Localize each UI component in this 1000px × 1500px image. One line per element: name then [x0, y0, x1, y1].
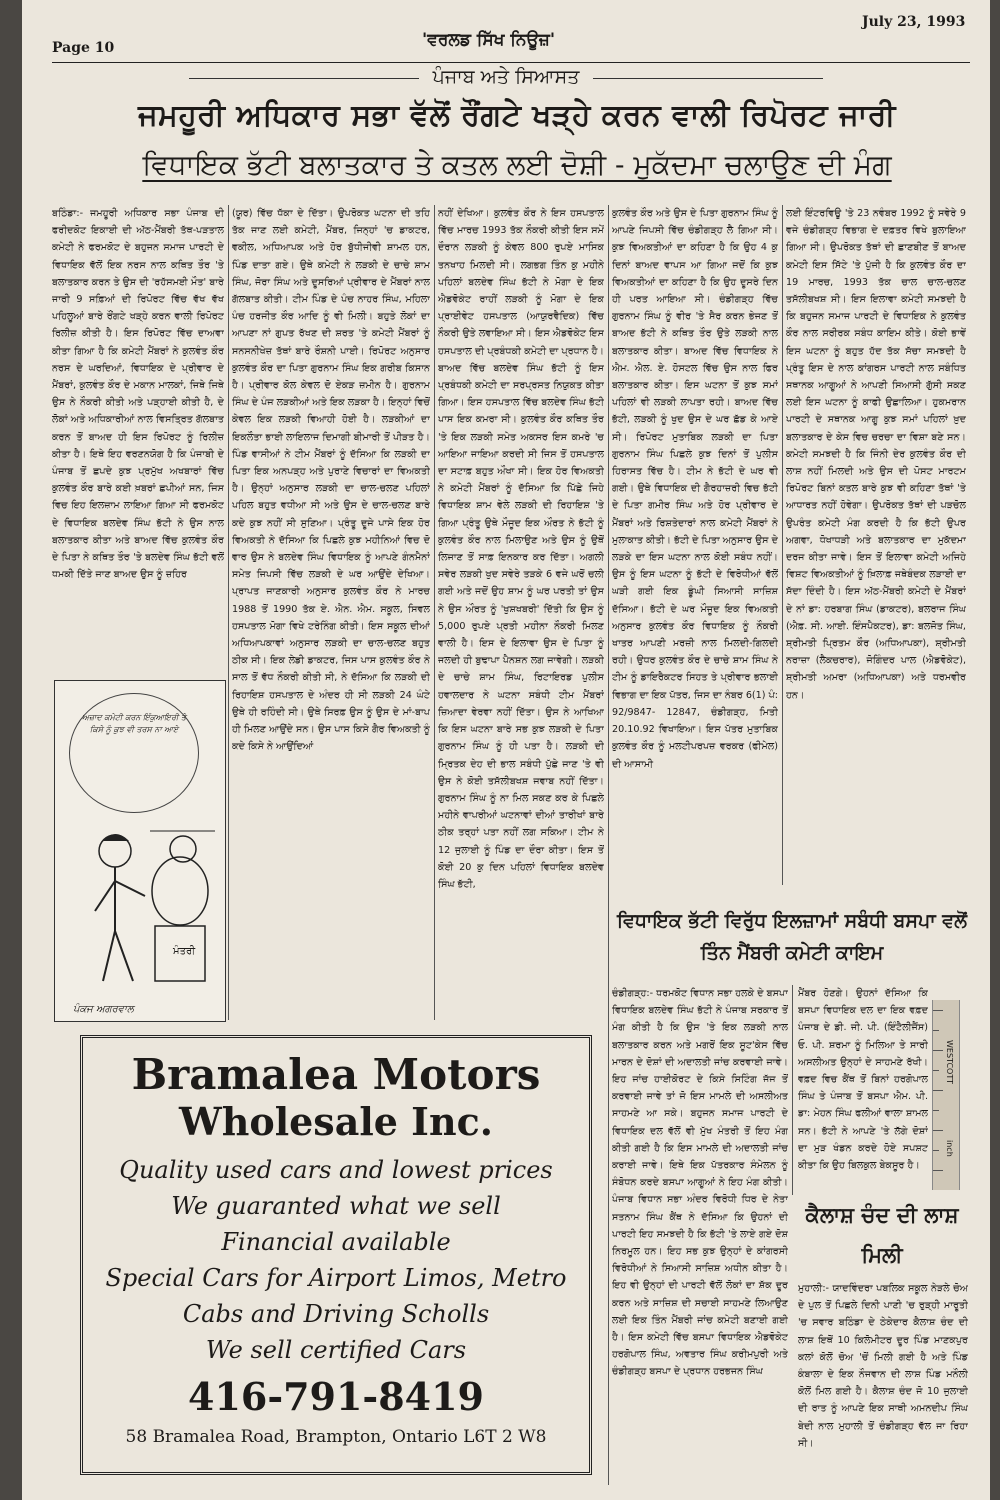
ad-line: Quality used cars and lowest prices — [119, 1156, 553, 1184]
ad-title: Bramalea Motors — [131, 1050, 541, 1099]
newspaper-page — [22, 0, 990, 1500]
column-divider — [434, 205, 435, 1020]
ruler-brand: WESTCOTT — [945, 1040, 954, 1084]
ad-line: Cabs and Driving Scholls — [182, 1300, 490, 1328]
story-column-5: ਲਈ ਇੰਟਰਵਿਊ 'ਤੇ 23 ਨਵੰਬਰ 1992 ਨੂੰ ਸਵੇਰੇ 9 ਵਜੇ ਚੰਡੀਗੜ੍ਹ ਵਿਭਾਗ ਦੇ ਦਫ਼ਤਰ ਵਿਖੇ ਬੁਲਾਇਆ ਗਿਆ ਸੀ। ਉਪਰੋਕਤ ਤੱਥਾਂ ਦੀ ਛਾਣਬੀਣ ਤੋਂ ਬਾਅਦ ਕਮੇਟੀ ਇਸ ਸਿੱਟੇ 'ਤੇ ਪੁੱਜੀ ਹੈ ਕਿ ਕੁਲਵੰਤ ਕੌਰ ਦਾ 19 ਮਾਰਚ, 1993 ਤੱਕ ਚਾਲ ਚਾਲ-ਚਲਣ ਤਸੱਲੀਬਖਸ਼ ਸੀ। ਇਸ ਇਲਾਵਾ ਕਮੇਟੀ ਸਮਝਦੀ ਹੈ ਕਿ ਬਹੁਜਨ ਸਮਾਜ ਪਾਰਟੀ ਦੇ ਵਿਧਾਇਕ ਨੇ ਕੁਲਵੰਤ ਕੌਰ ਨਾਲ ਸਰੀਰਕ ਸਬੰਧ ਕਾਇਮ ਕੀਤੇ। ਕੋਈ ਭਾਵੇਂ ਇਸ ਘਟਨਾ ਨੂੰ ਬਹੁਤ ਹੱਦ ਤੱਕ ਸੱਚਾ ਸਮਝਦੀ ਹੈ ਪ੍ਰੰਤੂ ਇਸ ਦੇ ਨਾਲ ਕਾਂਗਰਸ ਪਾਰਟੀ ਨਾਲ ਸਬੰਧਿਤ ਸਥਾਨਕ ਆਗੂਆਂ ਨੇ ਆਪਣੀ ਸਿਆਸੀ ਗੁੱਸੀ ਸਕਣ ਲਈ ਇਸ ਘਟਨਾ ਨੂੰ ਕਾਫੀ ਉਛਾਲਿਆ। ਹੁਕਮਰਾਨ ਪਾਰਟੀ ਦੇ ਸਥਾਨਕ ਆਗੂ ਕੁਝ ਸਮਾਂ ਪਹਿਲਾਂ ਖ਼ੁਦ ਬਲਾਤਕਾਰ ਦੇ ਕੇਸ ਵਿਚ ਚਰਚਾ ਦਾ ਵਿਸ਼ਾ ਬਣੇ ਸਨ। ਕਮੇਟੀ ਸਮਝਦੀ ਹੈ ਕਿ ਜਿੰਨੀ ਦੇਰ ਕੁਲਵੰਤ ਕੌਰ ਦੀ ਲਾਸ਼ ਨਹੀਂ ਮਿਲਦੀ ਅਤੇ ਉਸ ਦੀ ਪੋਸਟ ਮਾਰਟਮ ਰਿਪੋਰਟ ਬਿਨਾਂ ਕਤਲ ਬਾਰੇ ਕੁਝ ਵੀ ਕਹਿਣਾ ਤੱਥਾਂ 'ਤੇ ਆਧਾਰਤ ਨਹੀਂ ਹੋਵੇਗਾ। ਉਪਰੋਕਤ ਤੱਥਾਂ ਦੀ ਪੜਚੋਲ ਉਪਰੰਤ ਕਮੇਟੀ ਮੰਗ ਕਰਦੀ ਹੈ ਕਿ ਭੱਟੀ ਉਪਰ ਅਗਵਾ, ਧੋਖਾਧੜੀ ਅਤੇ ਬਲਾਤਕਾਰ ਦਾ ਮੁਕੱਦਮਾ ਦਰਜ ਕੀਤਾ ਜਾਵੇ। ਇਸ ਤੋਂ ਇਲਾਵਾ ਕਮੇਟੀ ਅਜਿਹੇ ਵਿਸ਼ਟ ਵਿਅਕਤੀਆਂ ਨੂੰ ਖ਼ਿਲਾਫ਼ ਜਥੇਬੰਦਕ ਲੜਾਈ ਦਾ ਸੱਦਾ ਦਿੰਦੀ ਹੈ। ਇਸ ਅੱਠ-ਮੈਂਬਰੀ ਕਮੇਟੀ ਦੇ ਮੈਂਬਰਾਂ ਦੇ ਨਾਂ ਡਾ: ਹਰਬਾਗ ਸਿੰਘ (ਡਾਕਟਰ), ਬਲਰਾਜ ਸਿੰਘ (ਐਫ਼. ਸੀ. ਆਈ. ਇੰਸਪੈਕਟਰ), ਡਾ: ਬਲਜੋਤ ਸਿੰਘ, ਸ਼੍ਰੀਮਤੀ ਪ੍ਰਿਤਮ ਕੌਰ (ਅਧਿਆਪਕਾ), ਸ਼੍ਰੀਮਤੀ ਨਰਾਜ਼ਾ (ਲੈਕਚਰਾਰ), ਜੋਗਿੰਦਰ ਪਾਲ (ਐਡਵੋਕੇਟ), ਸ਼੍ਰੀਮਤੀ ਅਮਰਾ (ਅਧਿਆਪਕਾ) ਅਤੇ ਧਰਮਵੀਰ ਹਨ। — [786, 208, 966, 701]
speech-bubble: ਅਜ਼ਾਦ ਕਮੇਟੀ ਕਰਨ ਇੰਕੁਆਇਰੀ ਤੇ ਕਿਸੇ ਨੂੰ ਕੁਝ ਵੀ ਤਰਸ ਨਾ ਆਏ — [69, 693, 199, 813]
ad-line: We guaranted what we sell — [171, 1192, 501, 1220]
main-headline: ਜਮਹੂਰੀ ਅਧਿਕਾਰ ਸਭਾ ਵੱਲੋਂ ਰੌਂਗਟੇ ਖੜ੍ਹੇ ਕਰਨ ਵਾਲੀ ਰਿਪੋਰਟ ਜਾਰੀ — [138, 98, 896, 133]
advertisement — [80, 1035, 592, 1475]
ruler — [932, 1000, 960, 1190]
column-divider — [782, 205, 783, 885]
ad-line: Special Cars for Airport Limos, Metro — [105, 1264, 567, 1292]
story-column-3: ਨਹੀਂ ਦੇਖਿਆ। ਕੁਲਵੰਤ ਕੌਰ ਨੇ ਇਸ ਹਸਪਤਾਲ ਵਿੱਚ ਮਾਰਚ 1993 ਤੱਕ ਨੌਕਰੀ ਕੀਤੀ ਇਸ ਸਮੇਂ ਦੌਰਾਨ ਲੜਕੀ ਨੂੰ ਕੇਵਲ 800 ਰੁਪਏ ਮਾਸਿਕ ਤਨਖਾਹ ਮਿਲਦੀ ਸੀ। ਲਗਭਗ ਤਿੰਨ ਕੁ ਮਹੀਨੇ ਪਹਿਲਾਂ ਬਲਦੇਵ ਸਿੰਘ ਭੱਟੀ ਨੇ ਮੋਗਾ ਦੇ ਇਕ ਐਡਵੋਕੇਟ ਰਾਹੀਂ ਲੜਕੀ ਨੂੰ ਮੋਗਾ ਦੇ ਇਕ ਪ੍ਰਾਈਵੇਟ ਹਸਪਤਾਲ (ਆਯੁਰਵੈਦਿਕ) ਵਿੱਚ ਨੌਕਰੀ ਉਤੇ ਲਵਾਇਆ ਸੀ। ਇਸ ਐਡਵੋਕੇਟ ਇਸ ਹਸਪਤਾਲ ਦੀ ਪ੍ਰਬੰਧਕੀ ਕਮੇਟੀ ਦਾ ਪ੍ਰਧਾਨ ਹੈ। ਬਾਅਦ ਵਿੱਚ ਬਲਦੇਵ ਸਿੰਘ ਭੱਟੀ ਨੂੰ ਇਸ ਪ੍ਰਬੰਧਕੀ ਕਮੇਟੀ ਦਾ ਸਰਪ੍ਰਸਤ ਨਿਯੁਕਤ ਕੀਤਾ ਗਿਆ। ਇਸ ਹਸਪਤਾਲ ਵਿੱਚ ਬਲਦੇਵ ਸਿੰਘ ਭੱਟੀ ਪਾਸ ਇਕ ਕਮਰਾ ਸੀ। ਕੁਲਵੰਤ ਕੌਰ ਕਥਿਤ ਤੌਰ 'ਤੇ ਇਕ ਲੜਕੀ ਸਮੇਤ ਅਕਸਰ ਇਸ ਕਮਰੇ 'ਚ ਆਇਆ ਜਾਇਆ ਕਰਦੀ ਸੀ ਜਿਸ ਤੋਂ ਹਸਪਤਾਲ ਦਾ ਸਟਾਫ਼ ਬਹੁਤ ਔਖਾ ਸੀ। ਇਕ ਹੋਰ ਵਿਅਕਤੀ ਨੇ ਕਮੇਟੀ ਮੈਂਬਰਾਂ ਨੂੰ ਦੱਸਿਆ ਕਿ ਪਿੱਛੇ ਜਿਹੇ ਵਿਧਾਇਕ ਸ਼ਾਮ ਵੇਲੇ ਲੜਕੀ ਦੀ ਰਿਹਾਇਸ਼ 'ਤੇ ਗਿਆ ਪ੍ਰੰਤੂ ਉਥੇ ਮੌਜੂਦ ਇਕ ਔਰਤ ਨੇ ਭੱਟੀ ਨੂੰ ਕੁਲਵੰਤ ਕੌਰ ਨਾਲ ਮਿਲਾਉਣ ਅਤੇ ਉਸ ਨੂੰ ਉਥੋਂ ਲਿਜਾਣ ਤੋਂ ਸਾਫ਼ ਇਨਕਾਰ ਕਰ ਦਿੱਤਾ। ਅਗਲੀ ਸਵੇਰ ਲੜਕੀ ਖੁਦ ਸਵੇਰੇ ਤੜਕੇ 6 ਵਜੇ ਘਰੋਂ ਚਲੀ ਗਈ ਅਤੇ ਜਦੋਂ ਉਹ ਸ਼ਾਮ ਨੂੰ ਘਰ ਪਰਤੀ ਤਾਂ ਉਸ ਨੇ ਉਸ ਔਰਤ ਨੂੰ 'ਖੁਸ਼ਖਬਰੀ' ਦਿੱਤੀ ਕਿ ਉਸ ਨੂੰ 5,000 ਰੁਪਏ ਪ੍ਰਤੀ ਮਹੀਨਾ ਨੌਕਰੀ ਮਿਲਣ ਵਾਲੀ ਹੈ। ਇਸ ਦੇ ਇਲਾਵਾ ਉਸ ਦੇ ਪਿਤਾ ਨੂੰ ਜਲਦੀ ਹੀ ਬੁਢਾਪਾ ਪੈਨਸ਼ਨ ਲਗ ਜਾਵੇਗੀ। ਲੜਕੀ ਦੇ ਚਾਚੇ ਸ਼ਾਮ ਸਿੰਘ, ਰਿਟਾਇਰਡ ਪੁਲੀਸ ਹਵਾਲਦਾਰ ਨੇ ਘਟਨਾ ਸਬੰਧੀ ਟੀਮ ਮੈਂਬਰਾਂ ਜ਼ਿਆਦਾ ਵੇਰਵਾ ਨਹੀਂ ਦਿੱਤਾ। ਉਸ ਨੇ ਆਖਿਆ ਕਿ ਇਸ ਘਟਨਾ ਬਾਰੇ ਸਭ ਕੁਝ ਲੜਕੀ ਦੇ ਪਿਤਾ ਗੁਰਨਾਮ ਸਿੰਘ ਨੂੰ ਹੀ ਪਤਾ ਹੈ। ਲੜਕੀ ਦੀ ਮ੍ਰਿਤਕ ਦੇਹ ਦੀ ਭਾਲ ਸਬੰਧੀ ਪੁੱਛੇ ਜਾਣ 'ਤੇ ਵੀ ਉਸ ਨੇ ਕੋਈ ਤਸੱਲੀਬਖਸ਼ ਜਵਾਬ ਨਹੀਂ ਦਿੱਤਾ। ਗੁਰਨਾਮ ਸਿੰਘ ਨੂੰ ਨਾ ਮਿਲ ਸਕਣ ਕਰ ਕੇ ਪਿਛਲੇ ਮਹੀਨੇ ਵਾਪਰੀਆਂ ਘਟਨਾਵਾਂ ਦੀਆਂ ਤਾਰੀਖਾਂ ਬਾਰੇ ਠੀਕ ਤਰ੍ਹਾਂ ਪਤਾ ਨਹੀਂ ਲਗ ਸਕਿਆ। ਟੀਮ ਨੇ 12 ਜੁਲਾਈ ਨੂੰ ਪਿੰਡ ਦਾ ਦੌਰਾ ਕੀਤਾ। ਇਸ ਤੋਂ ਕੋਈ 20 ਕੁ ਦਿਨ ਪਹਿਲਾਂ ਵਿਧਾਇਕ ਬਲਦੇਵ ਸਿੰਘ ਭੱਟੀ, — [438, 208, 604, 890]
editorial-cartoon — [54, 680, 226, 1022]
newspaper-name: 'ਵਰਲਡ ਸਿੱਖ ਨਿਊਜ਼' — [422, 30, 556, 50]
sub-headline: ਵਿਧਾਇਕ ਭੱਟੀ ਬਲਾਤਕਾਰ ਤੇ ਕਤਲ ਲਈ ਦੋਸ਼ੀ - ਮੁਕੱਦਮਾ ਚਲਾਉਣ ਦੀ ਮੰਗ — [142, 148, 892, 181]
column-divider — [228, 205, 229, 1020]
header-rule — [52, 62, 970, 63]
ruler-unit: inch — [945, 1140, 954, 1157]
ad-line: We sell certified Cars — [205, 1336, 467, 1364]
ad-line: Financial available — [221, 1228, 451, 1256]
cartoon-label: ਮੰਤਰੀ — [173, 946, 196, 957]
ad-phone-number: 416-791-8419 — [188, 1374, 484, 1419]
story-column-4: ਕੁਲਵੰਤ ਕੌਰ ਅਤੇ ਉਸ ਦੇ ਪਿਤਾ ਗੁਰਨਾਮ ਸਿੰਘ ਨੂੰ ਆਪਣੇ ਜਿਪਸੀ ਵਿੱਚ ਚੰਡੀਗੜ੍ਹ ਲੈ ਗਿਆ ਸੀ। ਕੁਝ ਵਿਅਕਤੀਆਂ ਦਾ ਕਹਿਣਾ ਹੈ ਕਿ ਉਹ 4 ਕੁ ਦਿਨਾਂ ਬਾਅਦ ਵਾਪਸ ਆ ਗਿਆ ਜਦੋਂ ਕਿ ਕੁਝ ਵਿਅਕਤੀਆਂ ਦਾ ਕਹਿਣਾ ਹੈ ਕਿ ਉਹ ਦੂਸਰੇ ਦਿਨ ਹੀ ਪਰਤ ਆਇਆ ਸੀ। ਚੰਡੀਗੜ੍ਹ ਵਿੱਚ ਗੁਰਨਾਮ ਸਿੰਘ ਨੂੰ ਵੀਰ 'ਤੇ ਸੈਰ ਕਰਨ ਭੇਜਣ ਤੋਂ ਬਾਅਦ ਭੱਟੀ ਨੇ ਕਥਿਤ ਤੌਰ ਉਤੇ ਲੜਕੀ ਨਾਲ ਬਲਾਤਕਾਰ ਕੀਤਾ। ਬਾਅਦ ਵਿੱਚ ਵਿਧਾਇਕ ਨੇ ਐਮ. ਐਲ. ਏ. ਹੋਸਟਲ ਵਿੱਚ ਉਸ ਨਾਲ ਫਿਰ ਬਲਾਤਕਾਰ ਕੀਤਾ। ਇਸ ਘਟਨਾ ਤੋਂ ਕੁਝ ਸਮਾਂ ਪਹਿਲਾਂ ਵੀ ਲੜਕੀ ਲਾਪਤਾ ਰਹੀ। ਬਾਅਦ ਵਿੱਚ ਭੱਟੀ, ਲੜਕੀ ਨੂੰ ਖੁਦ ਉਸ ਦੇ ਘਰ ਛੱਡ ਕੇ ਆਏ ਸੀ। ਰਿਪੋਰਟ ਮੁਤਾਬਿਕ ਲੜਕੀ ਦਾ ਪਿਤਾ ਗੁਰਨਾਮ ਸਿੰਘ ਪਿਛਲੇ ਕੁਝ ਦਿਨਾਂ ਤੋਂ ਪੁਲੀਸ ਹਿਰਾਸਤ ਵਿੱਚ ਹੈ। ਟੀਮ ਨੇ ਭੱਟੀ ਦੇ ਘਰ ਵੀ ਗਈ। ਉਥੇ ਵਿਧਾਇਕ ਦੀ ਗੈਰਹਾਜ਼ਰੀ ਵਿਚ ਭੱਟੀ ਦੇ ਪਿਤਾ ਗਮੀਰ ਸਿੰਘ ਅਤੇ ਹੋਰ ਪ੍ਰੀਵਾਰ ਦੇ ਮੈਂਬਰਾਂ ਅਤੇ ਰਿਸ਼ਤੇਦਾਰਾਂ ਨਾਲ ਕਮੇਟੀ ਮੈਂਬਰਾਂ ਨੇ ਮੁਲਾਕਾਤ ਕੀਤੀ। ਭੱਟੀ ਦੇ ਪਿਤਾ ਅਨੁਸਾਰ ਉਸ ਦੇ ਲੜਕੇ ਦਾ ਇਸ ਘਟਨਾ ਨਾਲ ਕੋਈ ਸਬੰਧ ਨਹੀਂ। ਉਸ ਨੂੰ ਇਸ ਘਟਨਾ ਨੂੰ ਭੱਟੀ ਦੇ ਵਿਰੋਧੀਆਂ ਵੱਲੋਂ ਘੜੀ ਗਈ ਇਕ ਡੂੰਘੀ ਸਿਆਸੀ ਸਾਜ਼ਿਸ਼ ਦੱਸਿਆ। ਭੱਟੀ ਦੇ ਘਰ ਮੌਜੂਦ ਇਕ ਵਿਅਕਤੀ ਅਨੁਸਾਰ ਕੁਲਵੰਤ ਕੌਰ ਵਿਧਾਇਕ ਨੂੰ ਨੌਕਰੀ ਖਾਤਰ ਆਪਣੀ ਮਰਜ਼ੀ ਨਾਲ ਮਿਲਦੀ-ਗਿਲਦੀ ਰਹੀ। ਉਧਰ ਕੁਲਵੰਤ ਕੌਰ ਦੇ ਚਾਚੇ ਸ਼ਾਮ ਸਿੰਘ ਨੇ ਟੀਮ ਨੂੰ ਡਾਇਰੈਕਟਰ ਸਿਹਤ ਤੇ ਪ੍ਰੀਵਾਰ ਭਲਾਈ ਵਿਭਾਗ ਦਾ ਇਕ ਪੱਤਰ, ਜਿਸ ਦਾ ਨੰਬਰ 6(1) ਪੰ: 92/9847- 12847, ਚੰਡੀਗੜ੍ਹ, ਮਿਤੀ 20.10.92 ਵਿਖਾਇਆ। ਇਸ ਪੱਤਰ ਮੁਤਾਬਿਕ ਕੁਲਵੰਤ ਕੌਰ ਨੂੰ ਮਲਟੀਪਰਪਜ਼ ਵਰਕਰ (ਫੀਮੇਲ) ਦੀ ਆਸਾਮੀ — [612, 208, 778, 770]
story3-column: ਮੁਹਾਲੀ:- ਯਾਦਵਿੰਦਰਾ ਪਬਲਿਕ ਸਕੂਲ ਨੇੜਲੇ ਚੋਅ ਦੇ ਪੁਲ ਤੋਂ ਪਿਛਲੇ ਦਿਨੀ ਪਾਣੀ 'ਚ ਰੁੜ੍ਹੀ ਮਾਰੂਤੀ 'ਚ ਸਵਾਰ ਬਠਿੰਡਾ ਦੇ ਠੇਕੇਦਾਰ ਕੈਲਾਸ਼ ਚੰਦ ਦੀ ਲਾਸ਼ ਇਥੋਂ 10 ਕਿਲੋਮੀਟਰ ਦੂਰ ਪਿੰਡ ਮਾਣਕਪੁਰ ਕਲਾਂ ਕੋਲੋਂ ਚੋਅ 'ਚੋਂ ਮਿਲੀ ਗਈ ਹੈ ਅਤੇ ਪਿੰਡ ਕੰਬਾਲਾ ਦੇ ਇਕ ਨੌਜਵਾਨ ਦੀ ਲਾਸ਼ ਪਿੰਡ ਮਨੌਲੀ ਕੋਲੋਂ ਮਿਲ ਗਈ ਹੈ। ਕੈਲਾਸ਼ ਚੰਦ ਜੋ 10 ਜੁਲਾਈ ਦੀ ਰਾਤ ਨੂੰ ਆਪਣੇ ਇਕ ਸਾਥੀ ਅਮਨਦੀਪ ਸਿੰਘ ਬੇਦੀ ਨਾਲ ਮੁਹਾਲੀ ਤੋਂ ਚੰਡੀਗੜ੍ਹ ਵੱਲ ਜਾ ਰਿਹਾ ਸੀ। — [798, 1283, 968, 1449]
section-title: ਪੰਜਾਬ ਅਤੇ ਸਿਆਸਤ — [22, 66, 990, 88]
story2-headline: ਵਿਧਾਇਕ ਭੱਟੀ ਵਿਰੁੱਧ ਇਲਜ਼ਾਮਾਂ ਸਬੰਧੀ ਬਸਪਾ ਵਲੋਂ ਤਿੰਨ ਮੈਂਬਰੀ ਕਮੇਟੀ ਕਾਇਮ — [616, 910, 968, 964]
story2-column-1: ਚੰਡੀਗੜ੍ਹ:- ਧਰਮਕੋਟ ਵਿਧਾਨ ਸਭਾ ਹਲਕੇ ਦੇ ਬਸਪਾ ਵਿਧਾਇਕ ਬਲਦੇਵ ਸਿੰਘ ਭੱਟੀ ਨੇ ਪੰਜਾਬ ਸਰਕਾਰ ਤੋਂ ਮੰਗ ਕੀਤੀ ਹੈ ਕਿ ਉਸ 'ਤੇ ਇਕ ਲੜਕੀ ਨਾਲ ਬਲਾਤਕਾਰ ਕਰਨ ਅਤੇ ਮਗਰੋਂ ਇਕ ਸੂਟ'ਕੇਸ ਵਿੱਚ ਮਾਰਨ ਦੇ ਦੋਸ਼ਾਂ ਦੀ ਅਦਾਲਤੀ ਜਾਂਚ ਕਰਵਾਈ ਜਾਵੇ। ਇਹ ਜਾਂਚ ਹਾਈਕੋਰਟ ਦੇ ਕਿਸੇ ਸਿਟਿੰਗ ਜੱਜ ਤੋਂ ਕਰਵਾਈ ਜਾਵੇ ਤਾਂ ਜੋ ਇਸ ਮਾਮਲੇ ਦੀ ਅਸਲੀਅਤ ਸਾਹਮਣੇ ਆ ਸਕੇ। ਬਹੁਜਨ ਸਮਾਜ ਪਾਰਟੀ ਦੇ ਵਿਧਾਇਕ ਦਲ ਵੱਲੋਂ ਵੀ ਮੁੱਖ ਮੰਤਰੀ ਤੋਂ ਇਹ ਮੰਗ ਕੀਤੀ ਗਈ ਹੈ ਕਿ ਇਸ ਮਾਮਲੇ ਦੀ ਅਦਾਲਤੀ ਜਾਂਚ ਕਰਾਈ ਜਾਵੇ। ਇਥੇ ਇਕ ਪੱਤਰਕਾਰ ਸੰਮੇਲਨ ਨੂੰ ਸੰਬੋਧਨ ਕਰਦੇ ਬਸਪਾ ਆਗੂਆਂ ਨੇ ਇਹ ਮੰਗ ਕੀਤੀ। ਪੰਜਾਬ ਵਿਧਾਨ ਸਭਾ ਅੰਦਰ ਵਿਰੋਧੀ ਧਿਰ ਦੇ ਨੇਤਾ ਸਤਨਾਮ ਸਿੰਘ ਕੈਂਥ ਨੇ ਦੱਸਿਆ ਕਿ ਉਹਨਾਂ ਦੀ ਪਾਰਟੀ ਇਹ ਸਮਝਦੀ ਹੈ ਕਿ ਭੱਟੀ 'ਤੇ ਲਾਏ ਗਏ ਦੋਸ਼ ਨਿਰਮੂਲ ਹਨ। ਇਹ ਸਭ ਕੁਝ ਉਨ੍ਹਾਂ ਦੇ ਕਾਂਗਰਸੀ ਵਿਰੋਧੀਆਂ ਨੇ ਸਿਆਸੀ ਸਾਜ਼ਿਸ਼ ਅਧੀਨ ਕੀਤਾ ਹੈ। ਇਹ ਵੀ ਉਨ੍ਹਾਂ ਦੀ ਪਾਰਟੀ ਵੱਲੋਂ ਲੋਕਾਂ ਦਾ ਸ਼ੱਕ ਦੂਰ ਕਰਨ ਅਤੇ ਸਾਜ਼ਿਸ਼ ਦੀ ਸਚਾਈ ਸਾਹਮਣੇ ਲਿਆਉਣ ਲਈ ਇਕ ਤਿੰਨ ਮੈਂਬਰੀ ਜਾਂਚ ਕਮੇਟੀ ਬਣਾਈ ਗਈ ਹੈ। ਇਸ ਕਮੇਟੀ ਵਿੱਚ ਬਸਪਾ ਵਿਧਾਇਕ ਐਡਵੋਕੇਟ ਹਰਗੋਪਾਲ ਸਿੰਘ, ਅਵਤਾਰ ਸਿੰਘ ਕਰੀਮਪੁਰੀ ਅਤੇ ਚੰਡੀਗੜ੍ਹ ਬਸਪਾ ਦੇ ਪ੍ਰਧਾਨ ਹਰਭਜਨ ਸਿੰਘ — [612, 988, 788, 1378]
story-column-2: (ਯੂਰ) ਵਿੱਚ ਧੱਕਾ ਦੇ ਦਿੱਤਾ। ਉਪਰੋਕਤ ਘਟਨਾ ਦੀ ਤਹਿ ਤੱਕ ਜਾਣ ਲਈ ਕਮੇਟੀ, ਮੈਂਬਰ, ਜਿਨ੍ਹਾਂ 'ਚ ਡਾਕਟਰ, ਵਕੀਲ, ਅਧਿਆਪਕ ਅਤੇ ਹੋਰ ਬੁੱਧੀਜੀਵੀ ਸ਼ਾਮਲ ਹਨ, ਪਿੰਡ ਦਾਤਾ ਗਏ। ਉਥੇ ਕਮੇਟੀ ਨੇ ਲੜਕੀ ਦੇ ਚਾਚੇ ਸ਼ਾਮ ਸਿੰਘ, ਜੋਰਾ ਸਿੰਘ ਅਤੇ ਦੂਸਰਿਆਂ ਪ੍ਰੀਵਾਰ ਦੇ ਮੈਂਬਰਾਂ ਨਾਲ ਗੱਲਬਾਤ ਕੀਤੀ। ਟੀਮ ਪਿੰਡ ਦੇ ਪੰਚ ਨਾਹਰ ਸਿੰਘ, ਮਹਿਲਾ ਪੰਚ ਹਰਜੀਤ ਕੌਰ ਆਦਿ ਨੂੰ ਵੀ ਮਿਲੀ। ਬਹੁਤੇ ਲੋਕਾਂ ਦਾ ਆਪਣਾ ਨਾਂ ਗੁਪਤ ਰੱਖਣ ਦੀ ਸ਼ਰਤ 'ਤੇ ਕਮੇਟੀ ਮੈਂਬਰਾਂ ਨੂੰ ਸਨਸਨੀਖੇਜ਼ ਤੱਥਾਂ ਬਾਰੇ ਰੌਸ਼ਨੀ ਪਾਈ। ਰਿਪੋਰਟ ਅਨੁਸਾਰ ਕੁਲਵੰਤ ਕੌਰ ਦਾ ਪਿਤਾ ਗੁਰਨਾਮ ਸਿੰਘ ਇਕ ਗਰੀਬ ਕਿਸਾਨ ਹੈ। ਪ੍ਰੀਵਾਰ ਕੋਲ ਕੇਵਲ ਦੋ ਏਕੜ ਜ਼ਮੀਨ ਹੈ। ਗੁਰਨਾਮ ਸਿੰਘ ਦੇ ਪੰਜ ਲੜਕੀਆਂ ਅਤੇ ਇਕ ਲੜਕਾ ਹੈ। ਇਨ੍ਹਾਂ ਵਿਚੋਂ ਕੇਵਲ ਇਕ ਲੜਕੀ ਵਿਆਹੀ ਹੋਈ ਹੈ। ਲੜਕੀਆਂ ਦਾ ਇਕਲੌਤਾ ਭਾਈ ਲਾਇਲਾਜ ਦਿਮਾਗੀ ਬੀਮਾਰੀ ਤੋਂ ਪੀੜਤ ਹੈ। ਪਿੰਡ ਵਾਸੀਆਂ ਨੇ ਟੀਮ ਮੈਂਬਰਾਂ ਨੂੰ ਦੱਸਿਆ ਕਿ ਲੜਕੀ ਦਾ ਪਿਤਾ ਇਕ ਅਨਪੜ੍ਹ ਅਤੇ ਪੁਰਾਣੇ ਵਿਚਾਰਾਂ ਦਾ ਵਿਅਕਤੀ ਹੈ। ਉਨ੍ਹਾਂ ਅਨੁਸਾਰ ਲੜਕੀ ਦਾ ਚਾਲ-ਚਲਣ ਪਹਿਲਾਂ ਪਹਿਲ ਬਹੁਤ ਵਧੀਆ ਸੀ ਅਤੇ ਉਸ ਦੇ ਚਾਲ-ਚਲਣ ਬਾਰੇ ਕਦੇ ਕੁਝ ਨਹੀਂ ਸੀ ਸੁਣਿਆ। ਪ੍ਰੰਤੂ ਦੂਜੇ ਪਾਸੇ ਇਕ ਹੋਰ ਵਿਅਕਤੀ ਨੇ ਦੱਸਿਆ ਕਿ ਪਿਛਲੇ ਕੁਝ ਮਹੀਨਿਆਂ ਵਿਚ ਦੋ ਵਾਰ ਉਸ ਨੇ ਬਲਦੇਵ ਸਿੰਘ ਵਿਧਾਇਕ ਨੂੰ ਆਪਣੇ ਗੰਨਮੈਨਾਂ ਸਮੇਤ ਜਿਪਸੀ ਵਿੱਚ ਲੜਕੀ ਦੇ ਘਰ ਆਉਂਦੇ ਦੇਖਿਆ। ਪ੍ਰਾਪਤ ਜਾਣਕਾਰੀ ਅਨੁਸਾਰ ਕੁਲਵੰਤ ਕੌਰ ਨੇ ਮਾਰਚ 1988 ਤੋਂ 1990 ਤੱਕ ਏ. ਐਨ. ਐਮ. ਸਕੂਲ, ਸਿਵਲ ਹਸਪਤਾਲ ਮੋਗਾ ਵਿਖੇ ਟਰੇਨਿੰਗ ਕੀਤੀ। ਇਸ ਸਕੂਲ ਦੀਆਂ ਅਧਿਆਪਕਾਵਾਂ ਅਨੁਸਾਰ ਲੜਕੀ ਦਾ ਚਾਲ-ਚਲਣ ਬਹੁਤ ਠੀਕ ਸੀ। ਇਕ ਲੇਡੀ ਡਾਕਟਰ, ਜਿਸ ਪਾਸ ਕੁਲਵੰਤ ਕੌਰ ਨੇ ਸਾਲ ਤੋਂ ਵੱਧ ਨੌਕਰੀ ਕੀਤੀ ਸੀ, ਨੇ ਦੱਸਿਆ ਕਿ ਲੜਕੀ ਦੀ ਰਿਹਾਇਸ਼ ਹਸਪਤਾਲ ਦੇ ਅੰਦਰ ਹੀ ਸੀ ਲੜਕੀ 24 ਘੰਟੇ ਉਥੇ ਹੀ ਰਹਿੰਦੀ ਸੀ। ਉਥੇ ਸਿਰਫ਼ ਉਸ ਨੂੰ ਉਸ ਦੇ ਮਾਂ-ਬਾਪ ਹੀ ਮਿਲਣ ਆਉਂਦੇ ਸਨ। ਉਸ ਪਾਸ ਕਿਸੇ ਗੈਰ ਵਿਅਕਤੀ ਨੂੰ ਕਦੇ ਕਿਸੇ ਨੇ ਆਉਂਦਿਆਂ — [232, 208, 430, 753]
story-column-1: ਬਠਿੰਡਾ:- ਜਮਹੂਰੀ ਅਧਿਕਾਰ ਸਭਾ ਪੰਜਾਬ ਦੀ ਫਰੀਦਕੋਟ ਇਕਾਈ ਦੀ ਅੱਠ-ਮੈਂਬਰੀ ਤੱਥ-ਪੜਤਾਲ ਕਮੇਟੀ ਨੇ ਫਰਮਕੋਟ ਦੇ ਬਹੁਜਨ ਸਮਾਜ ਪਾਰਟੀ ਦੇ ਵਿਧਾਇਕ ਵੱਲੋਂ ਇਕ ਨਰਸ ਨਾਲ ਕਥਿਤ ਤੌਰ 'ਤੇ ਬਲਾਤਕਾਰ ਕਰਨ ਤੇ ਉਸ ਦੀ 'ਰਹੱਸਮਈ ਮੌਤ' ਬਾਰੇ ਜਾਰੀ 9 ਸਫ਼ਿਆਂ ਦੀ ਰਿਪੋਰਟ ਵਿੱਚ ਵੱਖ ਵੱਖ ਪਹਿਲੂਆਂ ਬਾਰੇ ਰੌਂਗਟੇ ਖੜ੍ਹੇ ਕਰਨ ਵਾਲੀ ਰਿਪੋਰਟ ਰਿਲੀਜ਼ ਕੀਤੀ ਹੈ। ਇਸ ਰਿਪੋਰਟ ਵਿੱਚ ਦਾਅਵਾ ਕੀਤਾ ਗਿਆ ਹੈ ਕਿ ਕਮੇਟੀ ਮੈਂਬਰਾਂ ਨੇ ਕੁਲਵੰਤ ਕੌਰ ਨਰਸ ਦੇ ਘਰਦਿਆਂ, ਵਿਧਾਇਕ ਦੇ ਪ੍ਰੀਵਾਰ ਦੇ ਮੈਂਬਰਾਂ, ਕੁਲਵੰਤ ਕੌਰ ਦੇ ਮਕਾਨ ਮਾਲਕਾਂ, ਜਿਥੇ ਜਿਥੇ ਉਸ ਨੇ ਨੌਕਰੀ ਕੀਤੀ ਅਤੇ ਪੜ੍ਹਾਈ ਕੀਤੀ ਹੈ, ਦੇ ਲੋਕਾਂ ਅਤੇ ਅਧਿਕਾਰੀਆਂ ਨਾਲ ਵਿਸਤ੍ਰਿਤ ਗੱਲਬਾਤ ਕਰਨ ਤੋਂ ਬਾਅਦ ਹੀ ਇਸ ਰਿਪੋਰਟ ਨੂੰ ਰਿਲੀਜ਼ ਕੀਤਾ ਹੈ। ਇਥੇ ਇਹ ਵਰਣਨਯੋਗ ਹੈ ਕਿ ਪੰਜਾਬੀ ਦੇ ਪੰਜਾਬ ਤੋਂ ਛਪਦੇ ਕੁਝ ਪ੍ਰਮੁੱਖ ਅਖਬਾਰਾਂ ਵਿੱਚ ਕੁਲਵੰਤ ਕੌਰ ਬਾਰੇ ਕਈ ਖ਼ਬਰਾਂ ਛਪੀਆਂ ਸਨ, ਜਿਸ ਵਿਚ ਇਹ ਇਲਜ਼ਾਮ ਲਾਇਆ ਗਿਆ ਸੀ ਫਰਮਕੋਟ ਦੇ ਵਿਧਾਇਕ ਬਲਦੇਵ ਸਿੰਘ ਭੱਟੀ ਨੇ ਉਸ ਨਾਲ ਬਲਾਤਕਾਰ ਕੀਤਾ ਅਤੇ ਬਾਅਦ ਵਿੱਚ ਕੁਲਵੰਤ ਕੌਰ ਦੇ ਪਿਤਾ ਨੇ ਕਥਿਤ ਤੌਰ 'ਤੇ ਬਲਦੇਵ ਸਿੰਘ ਭੱਟੀ ਵਲੋਂ ਧਮਕੀ ਦਿੱਤੇ ਜਾਣ ਬਾਅਦ ਉਸ ਨੂੰ ਜ਼ਹਿਰ — [52, 208, 224, 581]
page-number: Page 10 — [52, 40, 115, 56]
issue-date: July 23, 1993 — [862, 14, 966, 30]
story2-column-2: ਮੈਂਬਰ ਹੋਣਗੇ। ਉਹਨਾਂ ਦੱਸਿਆ ਕਿ ਬਸਪਾ ਵਿਧਾਇਕ ਦਲ ਦਾ ਇਕ ਵਫ਼ਦ ਪੰਜਾਬ ਦੇ ਡੀ. ਜੀ. ਪੀ. (ਇੰਟੈਲੀਜੈਂਸ) ਓ. ਪੀ. ਸ਼ਰਮਾ ਨੂੰ ਮਿਲਿਆ ਤੇ ਸਾਰੀ ਅਸਲੀਅਤ ਉਨ੍ਹਾਂ ਦੇ ਸਾਹਮਣੇ ਰੱਖੀ। ਵਫ਼ਦ ਵਿਚ ਕੈਂਥ ਤੋਂ ਬਿਨਾਂ ਹਰਗੋਪਾਲ ਸਿੰਘ ਤੇ ਪੰਜਾਬ ਤੋਂ ਬਸਪਾ ਐਮ. ਪੀ. ਡਾ: ਮੇਹਨ ਸਿੰਘ ਫਲੀਆਂ ਵਾਲਾ ਸ਼ਾਮਲ ਸਨ। ਭੱਟੀ ਨੇ ਆਪਣੇ 'ਤੇ ਲੱਗੇ ਦੋਸ਼ਾਂ ਦਾ ਮੁੜ ਖੰਡਨ ਕਰਦੇ ਹੋਏ ਸਪਸ਼ਟ ਕੀਤਾ ਕਿ ਉਹ ਬਿਲਕੁਲ ਬੇਕਸੂਰ ਹੈ। — [798, 988, 928, 1172]
column-divider — [608, 205, 609, 1485]
cartoonist-signature: ਪੰਕਜ ਅਗਰਵਾਲ — [73, 1004, 134, 1015]
ad-title-line2: Wholesale Inc. — [179, 1099, 493, 1144]
column-divider — [792, 985, 793, 1195]
story3-headline: ਕੈਲਾਸ਼ ਚੰਦ ਦੀ ਲਾਸ਼ ਮਿਲੀ — [805, 1202, 959, 1267]
cartoon-drawing — [55, 681, 225, 1021]
ad-address: 58 Bramalea Road, Brampton, Ontario L6T 2 W8 — [125, 1427, 547, 1447]
